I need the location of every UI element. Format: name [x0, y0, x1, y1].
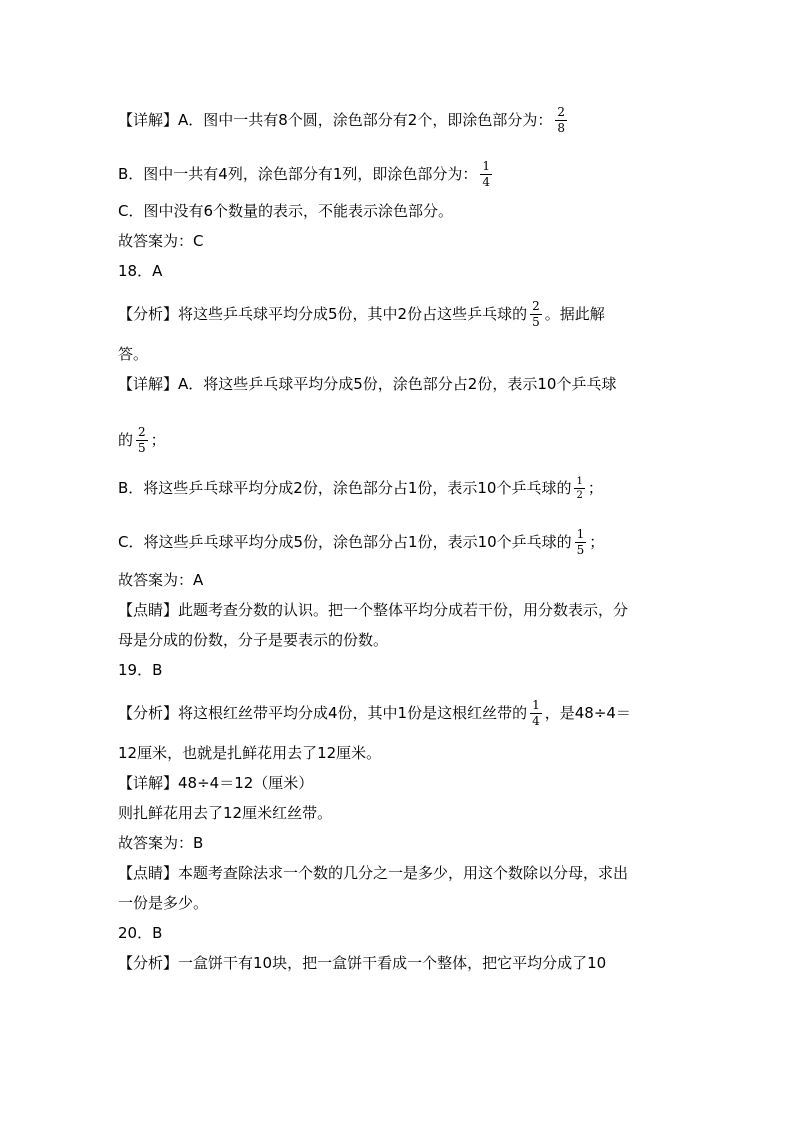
- text-line: [118, 426, 166, 455]
- line-text: 【点睛】本题考查除法求一个数的几分之一是多少，用这个数除以分母，求出: [118, 864, 629, 882]
- line-text: 12厘米，也就是扎鲜花用去了12厘米。: [118, 744, 382, 762]
- fraction-denominator: 8: [557, 121, 565, 135]
- line-text: 的: [118, 431, 134, 449]
- text-line: [118, 832, 203, 854]
- text-line: [118, 476, 603, 501]
- line-text: ，是48÷4＝: [544, 704, 631, 722]
- text-line: [118, 892, 208, 914]
- line-text: 【详解】A．将这些乒乓球平均分成5份，涂色部分占2份，表示10个乒乓球: [118, 375, 617, 393]
- fraction-numerator: 2: [557, 105, 565, 119]
- fraction-numerator: 1: [482, 159, 491, 173]
- line-text: 【分析】一盒饼干有10块，把一盒饼干看成一个整体，把它平均分成了10: [118, 954, 607, 972]
- fraction-numerator: 1: [576, 527, 585, 541]
- text-line: [118, 230, 203, 252]
- text-line: [118, 659, 162, 681]
- line-text: 18．A: [118, 262, 163, 280]
- line-text: 【详解】48÷4＝12（厘米）: [118, 774, 314, 792]
- text-line: [118, 373, 616, 395]
- fraction: [575, 528, 587, 557]
- line-text: 一份是多少。: [118, 894, 209, 912]
- text-line: [118, 772, 313, 794]
- line-text: 【点睛】此题考查分数的认识。把一个整体平均分成若干份，用分数表示，分: [118, 601, 629, 619]
- text-line: [118, 699, 631, 728]
- line-text: 【分析】将这些乒乓球平均分成5份，其中2份占这些乒乓球的: [118, 305, 528, 323]
- text-line: [118, 599, 628, 621]
- line-text: ；: [150, 431, 166, 449]
- fraction: [530, 699, 542, 728]
- text-line: [118, 742, 381, 764]
- text-line: [118, 952, 606, 974]
- line-text: 故答案为：A: [118, 571, 204, 589]
- line-text: ；: [587, 479, 603, 497]
- fraction-denominator: 5: [532, 315, 540, 329]
- line-text: 20．B: [118, 924, 163, 942]
- text-line: [118, 260, 162, 282]
- fraction-numerator: 2: [138, 425, 146, 439]
- line-text: 则扎鲜花用去了12厘米红丝带。: [118, 804, 333, 822]
- line-text: C．将这些乒乓球平均分成5份，涂色部分占1份，表示10个乒乓球的: [118, 533, 572, 551]
- fraction: [480, 160, 492, 189]
- fraction: [555, 106, 567, 135]
- line-text: 答。: [118, 345, 149, 363]
- fraction-denominator: 5: [576, 543, 585, 557]
- text-line: [118, 802, 332, 824]
- line-text: B．图中一共有4列，涂色部分有1列，即涂色部分为：: [118, 165, 478, 183]
- text-line: [118, 300, 605, 329]
- line-text: 母是分成的份数，分子是要表示的份数。: [118, 631, 389, 649]
- text-line: [118, 160, 495, 189]
- line-text: C．图中没有6个数量的表示，不能表示涂色部分。: [118, 202, 454, 220]
- line-text: B．将这些乒乓球平均分成2份，涂色部分占1份，表示10个乒乓球的: [118, 479, 572, 497]
- line-text: 。据此解: [544, 305, 605, 323]
- line-text: 故答案为：C: [118, 232, 204, 250]
- fraction: [574, 476, 584, 501]
- fraction-numerator: 1: [576, 476, 583, 487]
- text-line: [118, 106, 570, 135]
- fraction-denominator: 4: [482, 175, 491, 189]
- text-line: [118, 629, 388, 651]
- text-line: [118, 569, 203, 591]
- line-text: 故答案为：B: [118, 834, 204, 852]
- line-text: 【详解】A．图中一共有8个圆，涂色部分有2个，即涂色部分为：: [118, 111, 553, 129]
- fraction-numerator: 1: [532, 698, 540, 712]
- fraction-denominator: 5: [138, 441, 146, 455]
- line-text: ；: [589, 533, 605, 551]
- fraction-denominator: 4: [532, 714, 540, 728]
- fraction: [136, 426, 148, 455]
- text-line: [118, 528, 604, 557]
- fraction: [530, 300, 542, 329]
- text-line: [118, 862, 628, 884]
- text-line: [118, 343, 148, 365]
- line-text: 【分析】将这根红丝带平均分成4份，其中1份是这根红丝带的: [118, 704, 528, 722]
- text-line: [118, 200, 453, 222]
- fraction-numerator: 2: [532, 299, 540, 313]
- text-line: [118, 922, 162, 944]
- fraction-denominator: 2: [576, 490, 583, 501]
- line-text: 19．B: [118, 661, 163, 679]
